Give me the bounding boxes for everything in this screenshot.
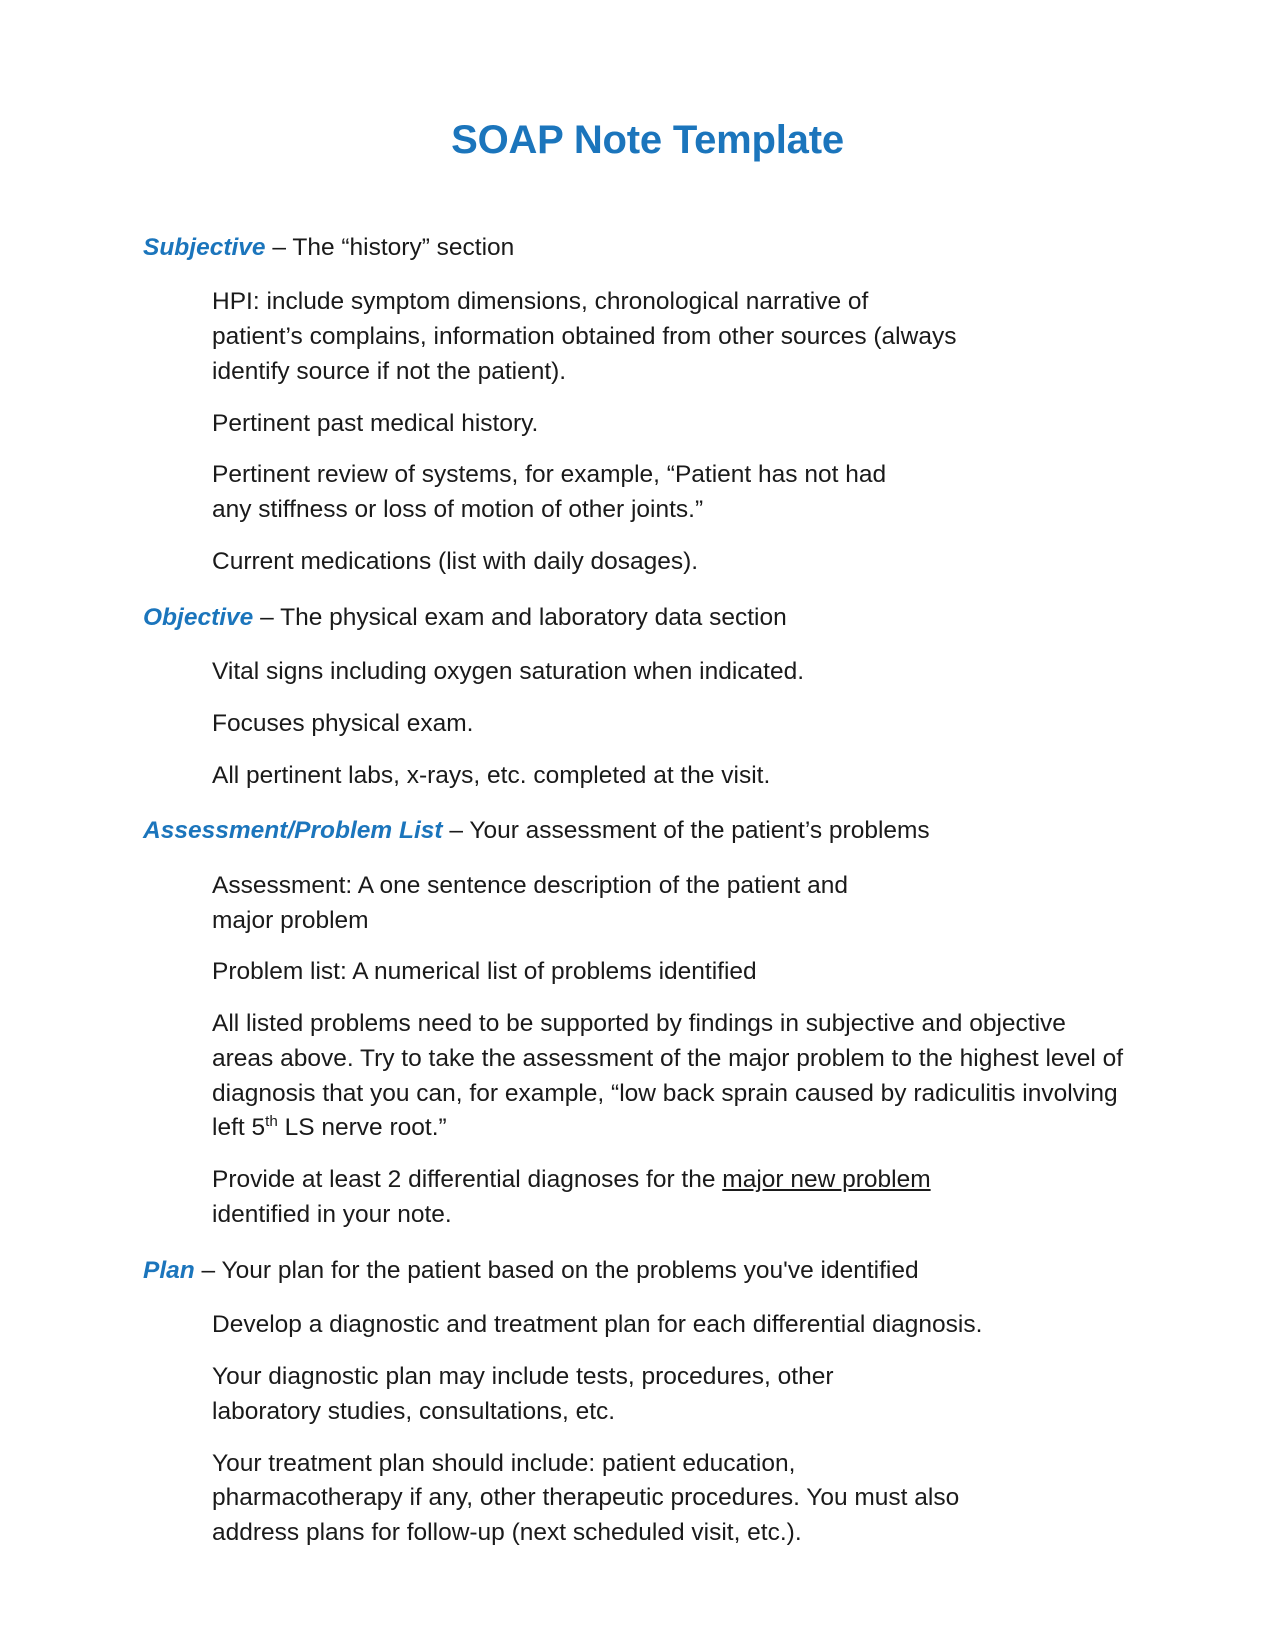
section-heading-rest: – Your assessment of the patient’s problems — [442, 817, 930, 845]
paragraph: Assessment: A one sentence description of the patient and major problem — [212, 871, 855, 934]
superscript-ordinal: th — [265, 1113, 278, 1131]
paragraph: Vital signs including oxygen saturation when indicated. — [212, 658, 805, 686]
text-run: identified in your note. — [212, 1166, 938, 1229]
text-run: Provide at least 2 differential diagnoses for the — [212, 1166, 723, 1194]
paragraph: Current medications (list with daily dosages). — [212, 548, 699, 576]
section-heading-objective — [143, 580, 1125, 638]
paragraph: Your diagnostic plan may include tests, procedures, other laboratory studies, consultations, etc. — [212, 1362, 841, 1425]
section-heading-assessment — [143, 793, 1125, 851]
text-run: All listed problems need to be supported by findings in subjective and objective areas above. Try to take the assessment of the major problem to the highest level of diagnosis that you can, for example, “low back sprain caused by radiculitis involving left 5 — [212, 1010, 1130, 1142]
paragraph: Focuses physical exam. — [212, 709, 474, 737]
paragraph: Pertinent past medical history. — [212, 409, 539, 437]
paragraph: All pertinent labs, x-rays, etc. completed at the visit. — [212, 761, 771, 789]
section-keyword: Assessment/Problem List — [143, 817, 443, 845]
paragraph: Pertinent review of systems, for example, “Patient has not had any stiffness or loss of motion of other joints.” — [212, 461, 893, 524]
section-heading-rest: – The “history” section — [265, 234, 515, 261]
page-title: SOAP Note Template — [451, 118, 844, 162]
section-heading-rest: – The physical exam and laboratory data section — [253, 603, 787, 631]
underlined-text: major new problem — [722, 1166, 931, 1194]
document-body — [0, 162, 1275, 1551]
paragraph: Your treatment plan should include: patient education, pharmacotherapy if any, other therapeutic procedures. You must also address plans for follow-up (next scheduled visit, etc.). — [212, 1449, 967, 1547]
section-heading-plan — [143, 1233, 1125, 1291]
section-keyword: Objective — [143, 603, 254, 631]
section-heading-subjective — [143, 210, 1125, 268]
text-run: LS nerve root.” — [277, 1114, 447, 1142]
paragraph: Problem list: A numerical list of problems identified — [212, 958, 757, 986]
section-heading-rest: – Your plan for the patient based on the problems you've identified — [194, 1256, 919, 1284]
section-keyword: Subjective — [143, 234, 266, 261]
paragraph-with-underline — [143, 1146, 1125, 1233]
paragraph-with-superscript — [143, 990, 1130, 1146]
section-keyword: Plan — [143, 1256, 195, 1284]
paragraph: Develop a diagnostic and treatment plan for each differential diagnosis. — [212, 1311, 983, 1339]
paragraph: HPI: include symptom dimensions, chronological narrative of patient’s complains, information obtained from other sources (always identify source if not the patient). — [212, 288, 964, 385]
